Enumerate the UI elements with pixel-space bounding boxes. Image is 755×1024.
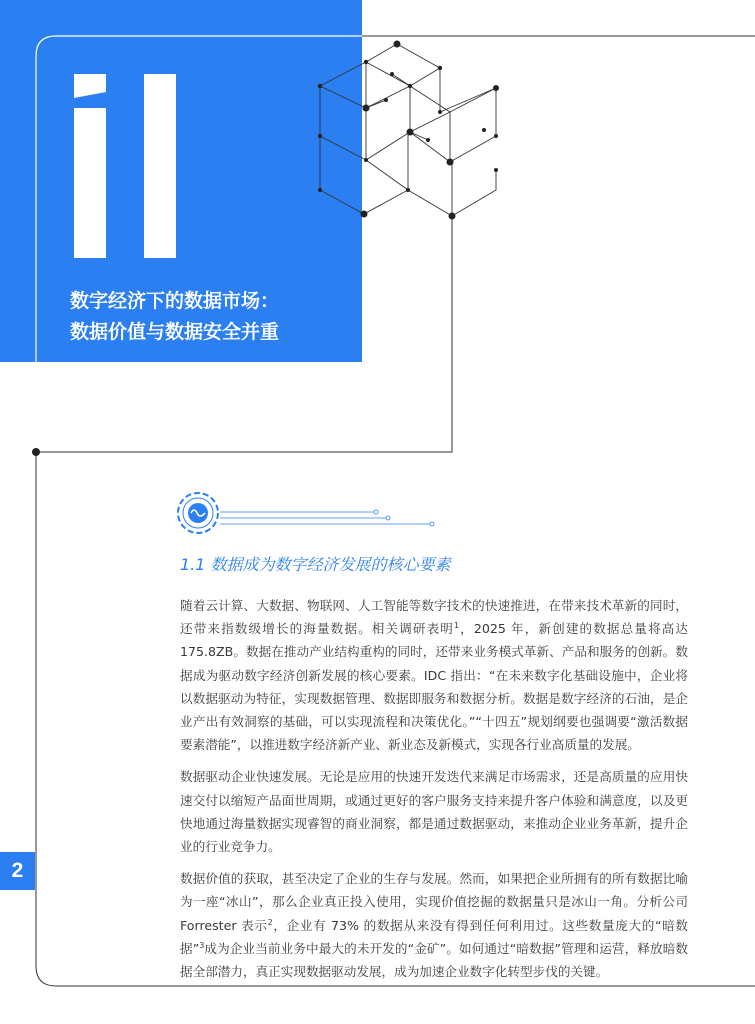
paragraph-3-part-1: 数据价值的获取，甚至决定了企业的生存与发展。然而，如果把企业所拥有的所有数据比喻为一座“冰山”，那么企业真正投入使用，实现价值挖掘的数据量只是冰山一角。分析公司 Forrester 表示 xyxy=(180,871,688,933)
page-number: 2 xyxy=(0,852,35,890)
paragraph-3-part-3: 成为企业当前业务中最大的未开发的“金矿”。如何通过“暗数据”管理和运营，释放暗数据全部潜力，真正实现数据驱动发展，成为加速企业数字化转型步伐的关键。 xyxy=(180,940,688,980)
body-text xyxy=(180,594,688,992)
paragraph-1-part-2: ，2025 年，新创建的数据总量将高达 175.8ZB。数据在推动产业结构重构的同时，还带来业务模式革新、产品和服务的创新。数据成为驱动数字经济创新发展的核心要素。IDC 指出：“在未来数字化基础设施中，企业将以数据驱动为特征，实现数据管理、数据即服务和数据分析。数据是数字经济的石油，是企业产出有效洞察的基础，可以实现流程和决策优化。”“十四五”规划纲要也强调要“激活数据要素潜能”，以推进数字经济新产业、新业态及新模式，实现各行业高质量的发展。 xyxy=(180,621,688,753)
chapter-numeral-graphic xyxy=(60,66,200,262)
footnote-2[interactable]: 2 xyxy=(267,917,273,927)
chapter-title-line2: 数据价值与数据安全并重 xyxy=(70,321,280,343)
paragraph-3 xyxy=(180,867,688,983)
footnote-3[interactable]: 3 xyxy=(199,940,205,950)
paragraph-3-part-2: ，企业有 73% 的数据从来没有得到任何利用过。这些数量庞大的“暗数据” xyxy=(180,917,688,956)
chapter-title xyxy=(70,286,355,348)
section-heading: 1.1 数据成为数字经济发展的核心要素 xyxy=(180,555,451,574)
paragraph-1 xyxy=(180,594,688,756)
paragraph-2-part-1: 数据驱动企业快速发展。无论是应用的快速开发迭代来满足市场需求，还是高质量的应用快速交付以缩短产品面世周期，或通过更好的客户服务支持来提升客户体验和满意度，以及更快地通过海量数据实现睿智的商业洞察，都是通过数据驱动，来推动企业业务革新，提升企业的行业竞争力。 xyxy=(180,769,688,855)
chapter-title-line1: 数字经济下的数据市场： xyxy=(70,290,280,312)
cube-network-graphic xyxy=(300,30,530,230)
paragraph-1-part-1: 随着云计算、大数据、物联网、人工智能等数字技术的快速推进，在带来技术革新的同时，还带来指数级增长的海量数据。相关调研表明 xyxy=(180,598,688,637)
data-circle-icon xyxy=(176,490,446,540)
footnote-1[interactable]: 1 xyxy=(453,621,460,631)
paragraph-2 xyxy=(180,765,688,858)
